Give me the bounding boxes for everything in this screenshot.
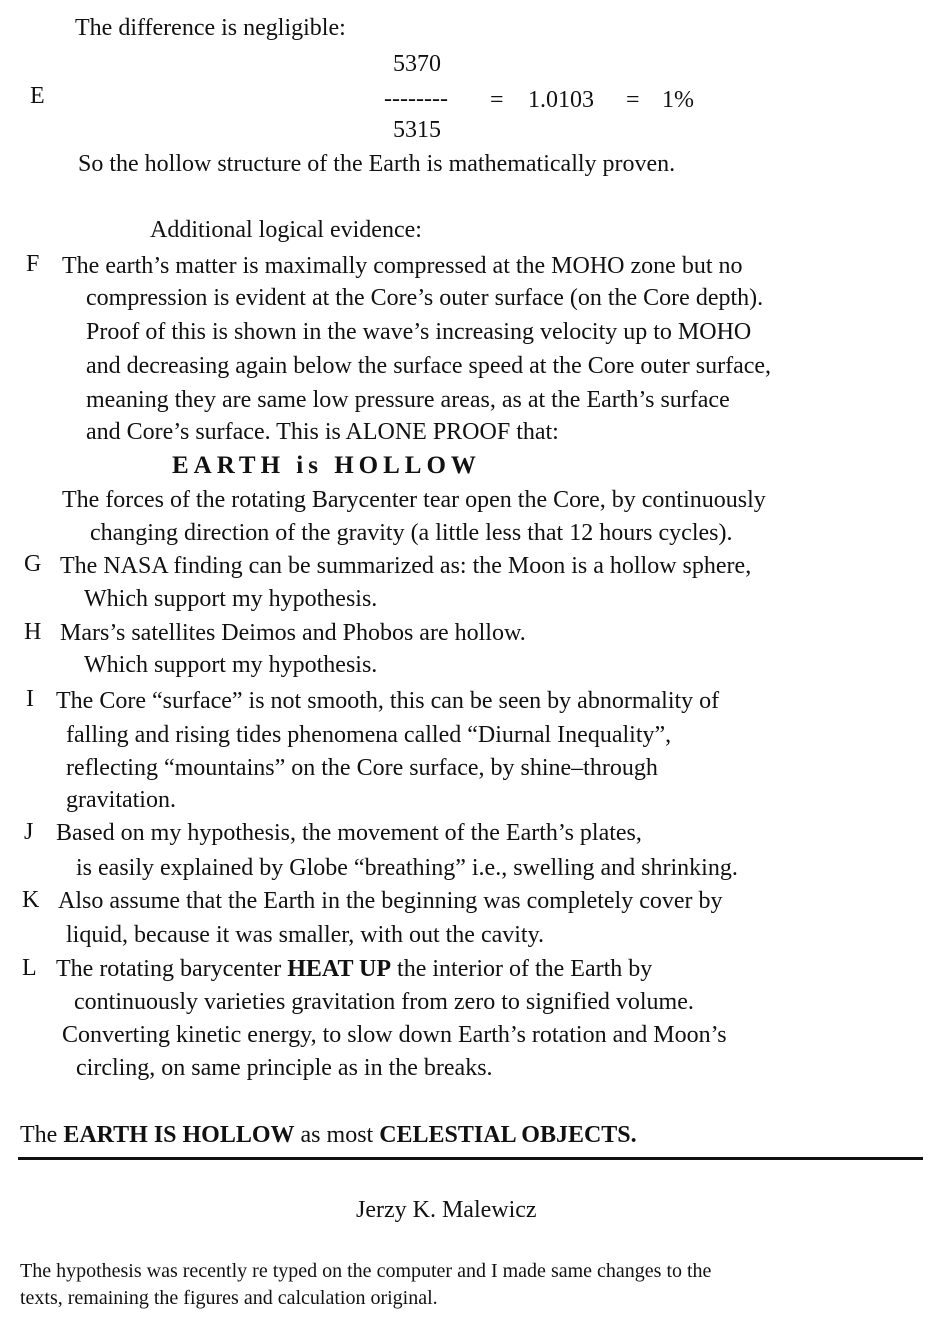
percent-result: 1%: [662, 87, 694, 113]
k-line-2: liquid, because it was smaller, with out the cavity.: [66, 922, 545, 948]
fraction-denominator: 5315: [393, 117, 441, 143]
difference-intro: The difference is negligible:: [75, 15, 346, 41]
conclusion-line: So the hollow structure of the Earth is mathematically proven.: [78, 151, 676, 177]
j-line-1: Based on my hypothesis, the movement of the Earth’s plates,: [56, 820, 642, 846]
f-line-5: meaning they are same low pressure areas, as at the Earth’s surface: [86, 387, 730, 413]
equals-sign-2: =: [626, 87, 640, 113]
equals-sign-1: =: [490, 87, 504, 113]
j-line-2: is easily explained by Globe “breathing” i.e., swelling and shrinking.: [76, 855, 738, 881]
f-after-line-1: The forces of the rotating Barycenter tear open the Core, by continuously: [62, 487, 766, 513]
section-label-e: E: [30, 83, 45, 109]
l-line-1-post: the interior of the Earth by: [391, 956, 653, 982]
g-line-1: The NASA finding can be summarized as: the Moon is a hollow sphere,: [60, 553, 752, 579]
closing-pre: The: [20, 1122, 64, 1148]
section-label-f: F: [26, 251, 40, 277]
heat-up-emphasis: HEAT UP: [287, 956, 392, 982]
l-line-1: [56, 955, 652, 983]
l-line-1-pre: The rotating barycenter: [56, 956, 288, 982]
f-line-3: Proof of this is shown in the wave’s increasing velocity up to MOHO: [86, 319, 752, 345]
author-name: Jerzy K. Malewicz: [356, 1197, 537, 1223]
footnote-line-1: The hypothesis was recently re typed on the computer and I made same changes to the: [20, 1260, 712, 1282]
section-label-l: L: [22, 955, 37, 981]
f-line-1: The earth’s matter is maximally compressed at the MOHO zone but no: [62, 253, 743, 279]
section-label-i: I: [26, 686, 34, 712]
l-line-2: continuously varieties gravitation from zero to signified volume.: [74, 989, 694, 1015]
section-label-h: H: [24, 619, 42, 645]
earth-is-hollow-emphasis: EARTH is HOLLOW: [172, 452, 481, 479]
horizontal-divider: [18, 1157, 923, 1160]
footnote-line-2: texts, remaining the figures and calculation original.: [20, 1287, 438, 1309]
f-line-2: compression is evident at the Core’s outer surface (on the Core depth).: [86, 285, 764, 311]
ratio-result: 1.0103: [528, 87, 594, 113]
i-line-4: gravitation.: [66, 787, 176, 813]
fraction-numerator: 5370: [393, 51, 441, 77]
h-line-2: Which support my hypothesis.: [84, 652, 378, 678]
h-line-1: Mars’s satellites Deimos and Phobos are hollow.: [60, 620, 526, 646]
k-line-1: Also assume that the Earth in the beginning was completely cover by: [58, 888, 723, 914]
i-line-1: The Core “surface” is not smooth, this can be seen by abnormality of: [56, 688, 720, 714]
f-after-line-2: changing direction of the gravity (a little less that 12 hours cycles).: [90, 520, 733, 546]
section-label-g: G: [24, 551, 42, 577]
section-label-k: K: [22, 887, 40, 913]
additional-evidence-heading: Additional logical evidence:: [150, 217, 422, 243]
i-line-2: falling and rising tides phenomena called “Diurnal Inequality”,: [66, 722, 672, 748]
section-label-j: J: [24, 819, 34, 845]
l-line-4: circling, on same principle as in the breaks.: [76, 1055, 493, 1081]
closing-bold-2: CELESTIAL OBJECTS.: [379, 1122, 637, 1148]
f-line-6: and Core’s surface. This is ALONE PROOF that:: [86, 419, 559, 445]
f-line-4: and decreasing again below the surface speed at the Core outer surface,: [86, 353, 772, 379]
closing-mid: as most: [294, 1122, 380, 1148]
closing-bold-1: EARTH IS HOLLOW: [63, 1122, 295, 1148]
g-line-2: Which support my hypothesis.: [84, 586, 378, 612]
fraction-bar: --------: [384, 86, 448, 112]
closing-statement: [20, 1121, 637, 1149]
i-line-3: reflecting “mountains” on the Core surface, by shine–through: [66, 755, 658, 781]
l-line-3: Converting kinetic energy, to slow down Earth’s rotation and Moon’s: [62, 1022, 727, 1048]
